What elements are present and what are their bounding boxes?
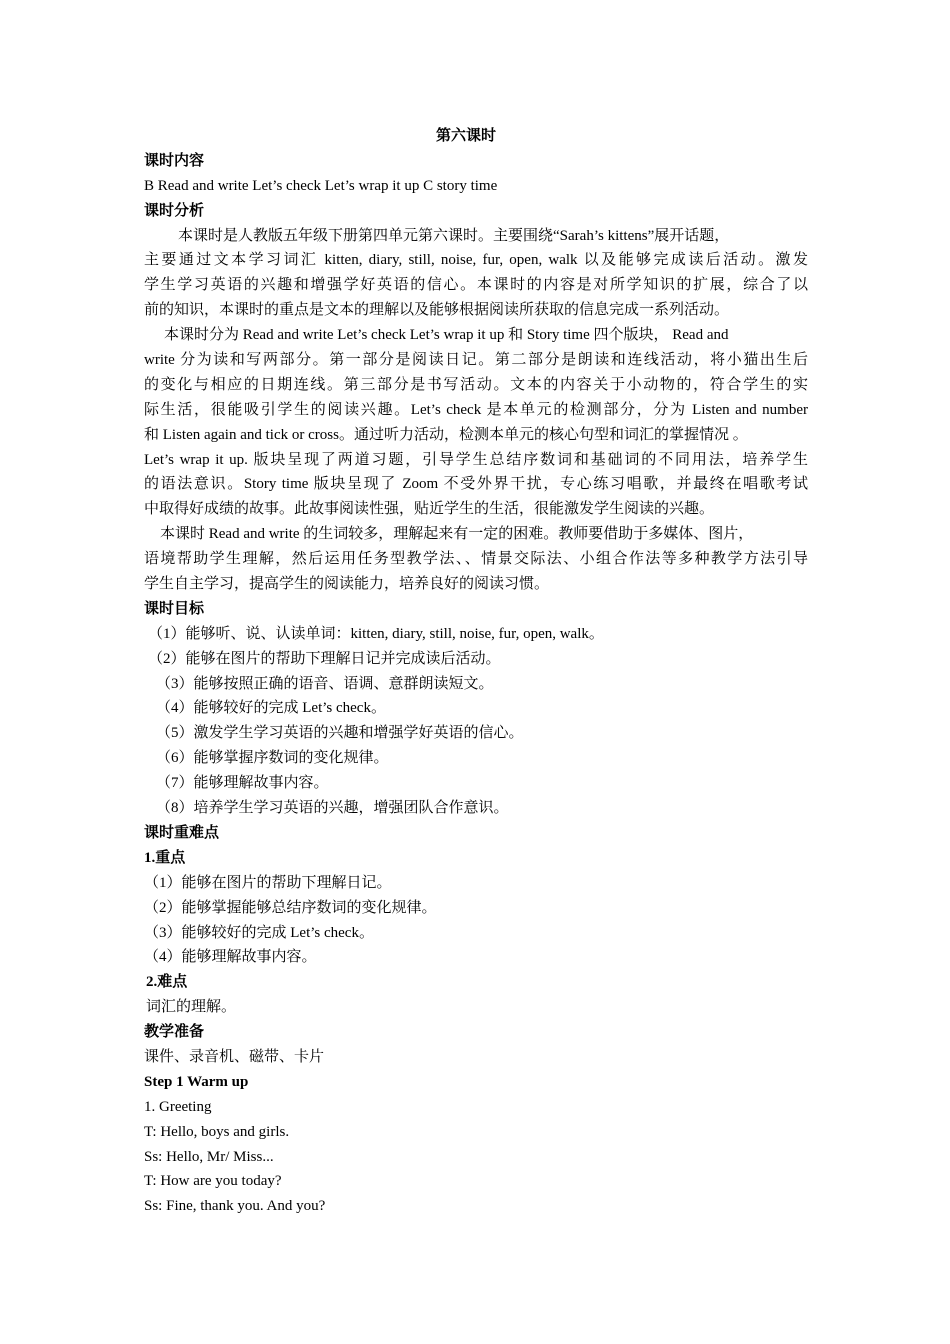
analysis-line: 前的知识，本课时的重点是文本的理解以及能够根据阅读所获取的信息完成一系列活动。	[144, 302, 730, 319]
step1-line: 1. Greeting	[144, 1098, 212, 1115]
analysis-line: 际生活，很能吸引学生的阅读兴趣。Let’s check 是本单元的检测部分，分为 Listen and number	[144, 401, 808, 418]
analysis-line: 学生自主学习，提高学生的阅读能力，培养良好的阅读习惯。	[144, 576, 550, 593]
goal-item: （3）能够按照正确的语音、语调、意群朗读短文。	[156, 675, 494, 692]
key-point-item: （2）能够掌握能够总结序数词的变化规律。	[144, 899, 437, 916]
goal-item: （7）能够理解故事内容。	[156, 775, 329, 792]
analysis-line: 语境帮助学生理解，然后运用任务型教学法、、情景交际法、小组合作法等多种教学方法引导	[144, 551, 808, 568]
goal-item: （2）能够在图片的帮助下理解日记并完成读后活动。	[148, 650, 501, 667]
goal-item: （4）能够较好的完成 Let’s check。	[156, 700, 386, 717]
difficult-points-subheading: 2.难点	[146, 974, 188, 991]
preparation-text: 课件、录音机、磁带、卡片	[144, 1048, 325, 1065]
goal-item: （5）激发学生学习英语的兴趣和增强学好英语的信心。	[156, 725, 524, 742]
analysis-line: 本课时是人教版五年级下册第四单元第六课时。主要围绕“Sarah’s kittens”展开话题，	[178, 227, 730, 244]
key-point-item: （4）能够理解故事内容。	[144, 949, 317, 966]
step1-line: T: Hello, boys and girls.	[144, 1123, 290, 1140]
goal-item: （6）能够掌握序数词的变化规律。	[156, 750, 389, 767]
key-difficult-heading: 课时重难点	[144, 824, 220, 841]
step1-line: Ss: Fine, thank you. And you?	[144, 1198, 326, 1215]
content-text: B Read and write Let’s check Let’s wrap it up C story time	[144, 177, 498, 194]
analysis-line: write 分为读和写两部分。第一部分是阅读日记。第二部分是朗读和连线活动，将小猫出生后	[144, 352, 808, 369]
analysis-line: 的变化与相应的日期连线。第三部分是书写活动。文本的内容关于小动物的，符合学生的实	[144, 376, 808, 393]
step1-line: T: How are you today?	[144, 1173, 282, 1190]
analysis-line: 中取得好成绩的故事。此故事阅读性强，贴近学生的生活，很能激发学生阅读的兴趣。	[144, 501, 715, 518]
analysis-line: 和 Listen again and tick or cross。通过听力活动，检测本单元的核心句型和词汇的掌握情况 。	[144, 426, 748, 443]
analysis-line: Let’s wrap it up. 版块呈现了两道习题，引导学生总结序数词和基础词的不同用法，培养学生	[144, 451, 808, 468]
content-heading: 课时内容	[144, 152, 205, 169]
key-points-subheading: 1.重点	[144, 849, 186, 866]
analysis-line: 主要通过文本学习词汇 kitten, diary, still, noise, fur, open, walk 以及能够完成读后活动。激发	[144, 252, 808, 269]
analysis-line: 的语法意识。Story time 版块呈现了 Zoom 不受外界干扰，专心练习唱歌，并最终在唱歌考试	[144, 476, 808, 493]
analysis-line: 学生学习英语的兴趣和增强学好英语的信心。本课时的内容是对所学知识的扩展，综合了以	[144, 277, 808, 294]
analysis-line: 本课时分为 Read and write Let’s check Let’s wrap it up 和 Story time 四个版块， Read and	[164, 327, 729, 344]
goals-heading: 课时目标	[144, 600, 205, 617]
difficult-text: 词汇的理解。	[146, 999, 237, 1016]
step1-heading: Step 1 Warm up	[144, 1073, 249, 1090]
analysis-heading: 课时分析	[144, 202, 205, 219]
document-body	[144, 124, 808, 1219]
key-point-item: （1）能够在图片的帮助下理解日记。	[144, 874, 392, 891]
analysis-line: 本课时 Read and write 的生词较多，理解起来有一定的困难。教师要借助于多媒体、图片，	[160, 526, 754, 543]
lesson-title: 第六课时	[435, 128, 496, 144]
preparation-heading: 教学准备	[144, 1024, 205, 1041]
key-point-item: （3）能够较好的完成 Let’s check。	[144, 924, 374, 941]
goal-item: （8）培养学生学习英语的兴趣，增强团队合作意识。	[156, 800, 509, 817]
step1-line: Ss: Hello, Mr/ Miss...	[144, 1148, 274, 1165]
goal-item: （1）能够听、说、认读单词：kitten, diary, still, noise, fur, open, walk。	[148, 625, 604, 642]
